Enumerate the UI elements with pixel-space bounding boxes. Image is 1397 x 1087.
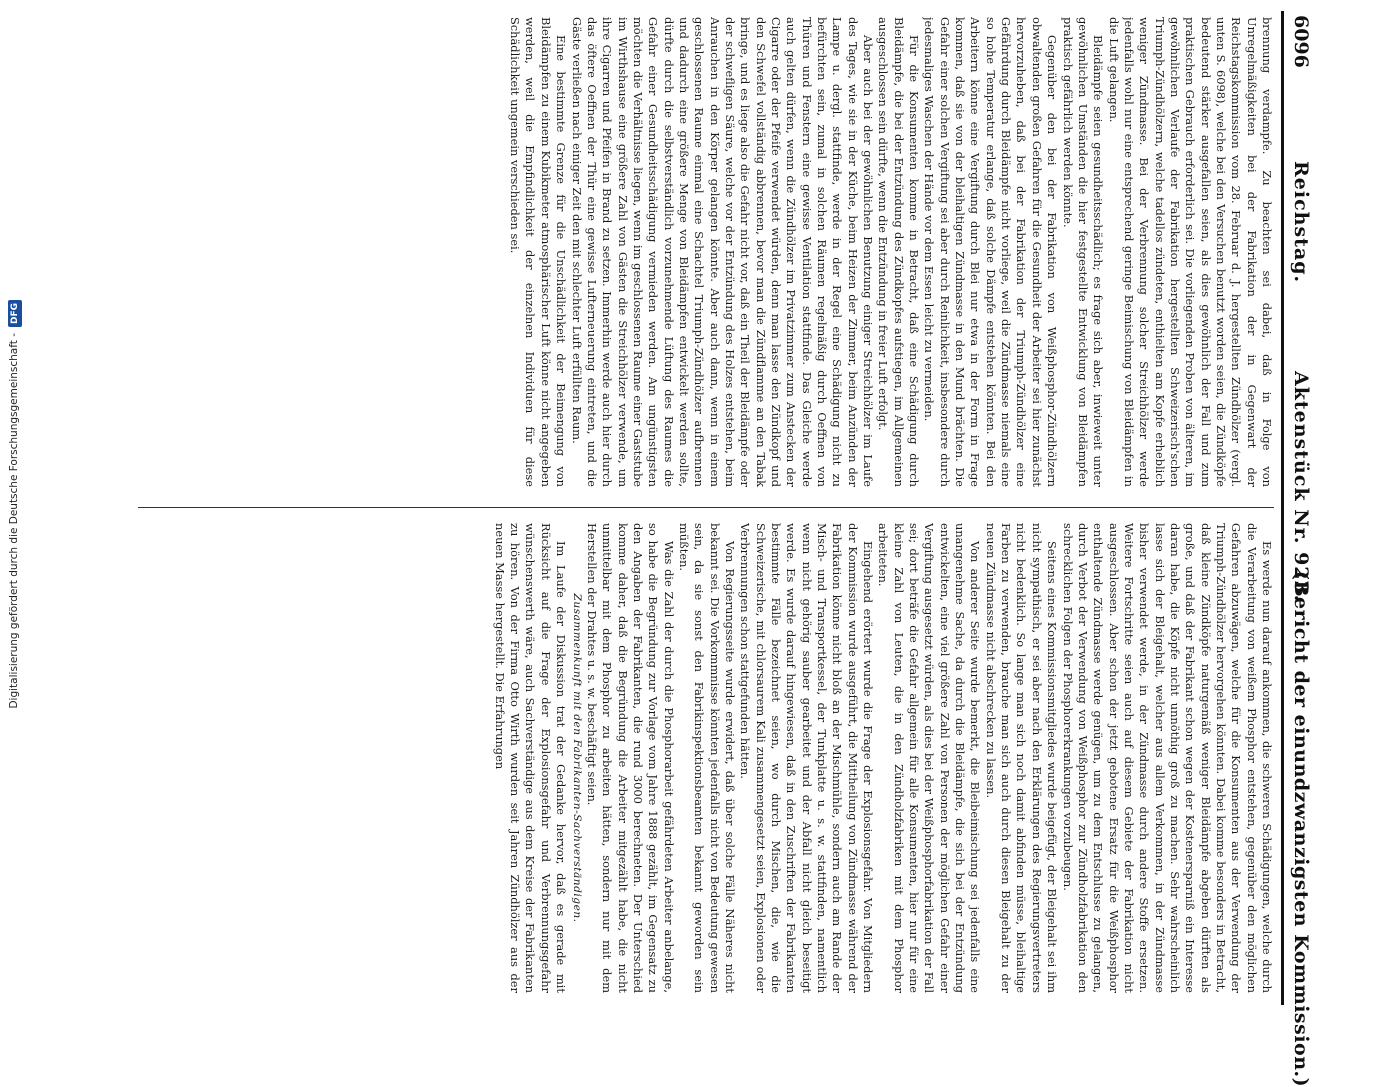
paragraph: Seitens eines Kommissionsmitgliedes wurde beigefügt, der Bleigehalt sei ihm nicht sympathisch, er sei aber nach den Erklärungen des Regierungsvertreters nicht bedenklich. So lange man sich noch damit abfinden müsse, bleihaltige Farben zu verwenden, brauche man sich auch durch diesen Bleigehalt zu der neuen Zündmasse nicht abschrecken zu lassen. xyxy=(983,523,1060,993)
paragraph: Von Regierungsseite wurde erwidert, daß über solche Fälle Näheres nicht bekannt sei. Die Vorkommnisse könnten jedenfalls nicht von Bedeutung gewesen sein, da sie sonst den Fabrikinspektionsbeamten bekannt geworden sein müßten. xyxy=(676,523,737,993)
credit-text: Digitalisierung gefördert durch die Deutsche Forschungsgemeinschaft - xyxy=(8,333,20,709)
digitization-credit xyxy=(7,300,21,988)
document-subtitle: (Bericht der einundzwanzigsten Kommission.) xyxy=(1290,571,1312,1087)
document-page xyxy=(98,11,1318,1087)
paragraph: brennung verdampfe. Zu beachten sei dabei, daß in Folge von Unregelmäßigkeiten bei der Fabrikation der in Gegenwart der Reichstagskommission vom 28. Februar d. J. hergestellten Zündhölzer (vergl. unten S. 6098), welche bei den Versuchen benutzt worden seien, die Zündköpfe bedeutend stärker ausgefallen seien, als dies gewöhnlich der Fall und zum praktischen Gebrauch erforderlich sei. Die vorliegenden Proben von älteren, im gewöhnlichen Verlaufe der Fabrikation hergestellten Schweizerisch'schen Triumph-Zündhölzern, welche tadellos zündeten, enthielten am Kopfe erheblich weniger Zündmasse. Bei der Verbrennung solcher Streichhölzer werde jedenfalls wohl nur eine entsprechend geringe Beimischung von Bleidämpfen in die Luft gelangen. xyxy=(1106,17,1274,487)
paragraph: Es werde nun darauf ankommen, die schweren Schädigungen, welche durch die Verarbeitung von weißem Phosphor entstehen, gegenüber den möglichen Gefahren abzuwägen, welche für die Konsumenten aus der Verwendung der Triumph-Zündhölzer hervorgehen könnten. Dabei komme besonders in Betracht, daß kleine Zündköpfe naturgemäß weniger Bleidämpfe abgeben dürften als große, und daß der Fabrikant schon wegen der Kostenersparniß ein Interesse daran habe, die Köpfe nicht unnöthig groß zu machen. Sehr wahrscheinlich lasse sich der Bleigehalt, welcher aus allem Verkommen, in der Zündmasse bisher verwendet werde, in der Zündmasse durch andere Stoffe ersetzen. Weitere Fortschritte seien auch auf diesem Gebiete der Fabrikation nicht ausgeschlossen. Aber schon der jetzt gebotene Ersatz für die Weißphosphor enthaltende Zündmasse werde genügen, um zu dem Entschlusse zu gelangen, durch Verbot der Verwendung von Weißphosphor zur Zündholzfabrikation den schrecklichen Folgen der Phosphorerkrankungen vorzubeugen. xyxy=(1060,523,1274,993)
paragraph: Eine bestimmte Grenze für die Unschädlichkeit der Beimengung von Bleidämpfen zu einem Kubikmeter atmosphärischer Luft könne nicht angegeben werden, weil die Empfindlichkeit der einzelnen Individuen für diese Schädlichkeit ungemein verschieden sei. xyxy=(508,17,569,487)
paragraph: Was die Zahl der durch die Phosphorarbeit gefährdeten Arbeiter anbelange, so habe die Begründung zur Vorlage vom Jahre 1888 gezählt, im Gegensatz zu den Angaben der Fabrikanten, die rund 3000 berechneten. Der Unterschied komme daher, daß die Begründung die Arbeiter mitgezählt habe, die nicht unmittelbar mit dem Phosphor zu arbeiten hätten, sondern nur mit dem Herstellen der Drahtes u. s. w. beschäftigt seien. xyxy=(584,523,676,993)
column-divider xyxy=(138,507,1274,508)
paragraph: Gegenüber den bei der Fabrikation von Weißphosphor-Zündhölzern obwaltenden großen Gefahren für die Gesundheit der Arbeiter sei hier zunächst hervorzuheben, daß bei der Fabrikation der Triumph-Zündhölzer eine Gefährdung durch Bleidämpfe nicht vorliege, weil die Zündmasse niemals eine so hohe Temperatur erlange, daß solche Dämpfe entstehen könnten. Bei den Arbeitern könne eine Vergiftung durch Blei nur etwa in der Form in Frage kommen, daß sie von der bleihaltigen Zündmasse in den Mund brächten. Die Gefahr einer solchen Vergiftung sei aber durch Reinlichkeit, insbesondere durch jedesmaliges Waschen der Hände vor dem Essen leicht zu vermeiden. xyxy=(922,17,1060,487)
running-head xyxy=(1281,11,1318,1087)
source-title: Reichstag. xyxy=(1290,161,1312,284)
paragraph: Für die Konsumenten komme in Betracht, daß eine Schädigung durch Bleidämpfe, die bei der Entzündung des Zündkopfes aufstiegen, im Allgemeinen ausgeschlossen sein dürfte, wenn die Entzündung in freier Luft erfolgt. xyxy=(876,17,922,487)
paragraph: Bleidämpfe seien gesundheitsschädlich; es frage sich aber, inwieweit unter gewöhnlichen Umständen die hier festgestellte Entwicklung von Bleidämpfen praktisch gefährlich werden könnte. xyxy=(1060,17,1106,487)
section-heading: Zusammenkunft mit den Fabrikanten-Sachverständigen. xyxy=(570,593,583,923)
right-column xyxy=(98,523,1274,993)
paragraph: Eingehend erörtert wurde die Frage der Explosionsgefahr. Von Mitgliedern der Kommission wurde ausgeführt, die Mittheilung von Zündmasse während der Fabrikation könne nicht bloß an der Mischmühle, sondern auch am Rande der Misch- und Transportkessel, der Tunkplatte u. s. w. stattfinden, namentlich wenn nicht gehörig sauber gearbeitet und der Abfall nicht gleich beseitigt werde. Es wurde darauf hingewiesen, daß in den Zuschriften der Fabrikanten bestimmte Fälle bezeichnet seien, wo durch Mischen, die, wie die Schweizerische, mit chlorsaurem Kali zusammengesetzt seien, Explosionen oder Verbrennungen schon stattgefunden hätten. xyxy=(738,523,876,993)
paragraph: Im Laufe der Diskussion trat der Gedanke hervor, daß es gerade mit Rücksicht auf die Frage der Explosionsgefahr und Verbrennungsgefahr wünschenswerth wäre, auch Sachverständige aus dem Kreise der Fabrikanten zu hören. Von der Firma Otto Wirth wurden seit Jahren Zündhölzer aus der neuen Masse hergestellt. Die Erfahrungen xyxy=(492,523,569,993)
paragraph: Aber auch bei der gewöhnlichen Benutzung einiger Streichhölzer im Laufe des Tages, wie sie in der Küche, beim Heizen der Zimmer, beim Anzünden der Lampe u. dergl. stattfinde, werde in der Regel eine Schädigung nicht zu befürchten sein, zumal in solchen Räumen regelmäßig durch Oeffnen von Thüren und Fenstern eine gewisse Ventilation stattfinde. Das Gleiche werde auch gelten dürfen, wenn die Zündhölzer im Privatzimmer zum Anstecken der Cigarre oder der Pfeife verwendet würden, denn man lasse den Zündkopf und den Schwefel vollständig abbrennen, bevor man die Zündflamme an den Tabak bringe, und es liege also die Gefahr nicht vor, daß ein Theil der Bleidämpfe oder der schwefligen Säure, welche vor der Entzündung des Holzes entstehen, beim Anrauchen in den Körper gelangen könnte. Aber auch dann, wenn in einem geschlossenen Raume einmal eine Schachtel Triumph-Zündhölzer aufbrennen und dadurch eine größere Menge von Bleidämpfen entwickelt werden sollte, dürfte durch die selbstverständlich vorzunehmende Lüftung des Raumes die Gefahr einer Gesundheitsschädigung vermieden werden. Am ungünstigsten möchten die Verhältnisse liegen, wenn im geschlossenen Raume einer Gaststube im Wirthshause eine größere Zahl von Gästen die Streichhölzer verwende, um ihre Cigarren und Pfeifen in Brand zu setzen. Immerhin werde auch hier durch das öftere Oeffnen der Thür eine gewisse Lufterneuerung eintreten, und die Gäste verließen nach einiger Zeit den mit schlechter Luft erfüllten Raum. xyxy=(569,17,876,487)
paragraph: Von anderer Seite wurde bemerkt, die Bleibeimischung sei jedenfalls eine unangenehme Sache, da durch die Bleidämpfe, die sich bei der Entzündung entwickelten, eine viel größere Zahl von Personen der möglichen Gefahr einer Vergiftung ausgesetzt würden, als dies bei der Weißphosphorfabrikation der Fall sei; dort beträfe die Gefahr allgemein für alle Konsumenten, hier nur für eine kleine Zahl von Leuten, die in den Zündholzfabriken mit dem Phosphor arbeiteten. xyxy=(876,523,983,993)
document-title: Aktenstück Nr. 923. xyxy=(1290,371,1312,603)
page-number: 6096 xyxy=(1290,15,1312,68)
dfg-logo: DFG xyxy=(8,300,22,327)
left-column xyxy=(98,17,1274,487)
